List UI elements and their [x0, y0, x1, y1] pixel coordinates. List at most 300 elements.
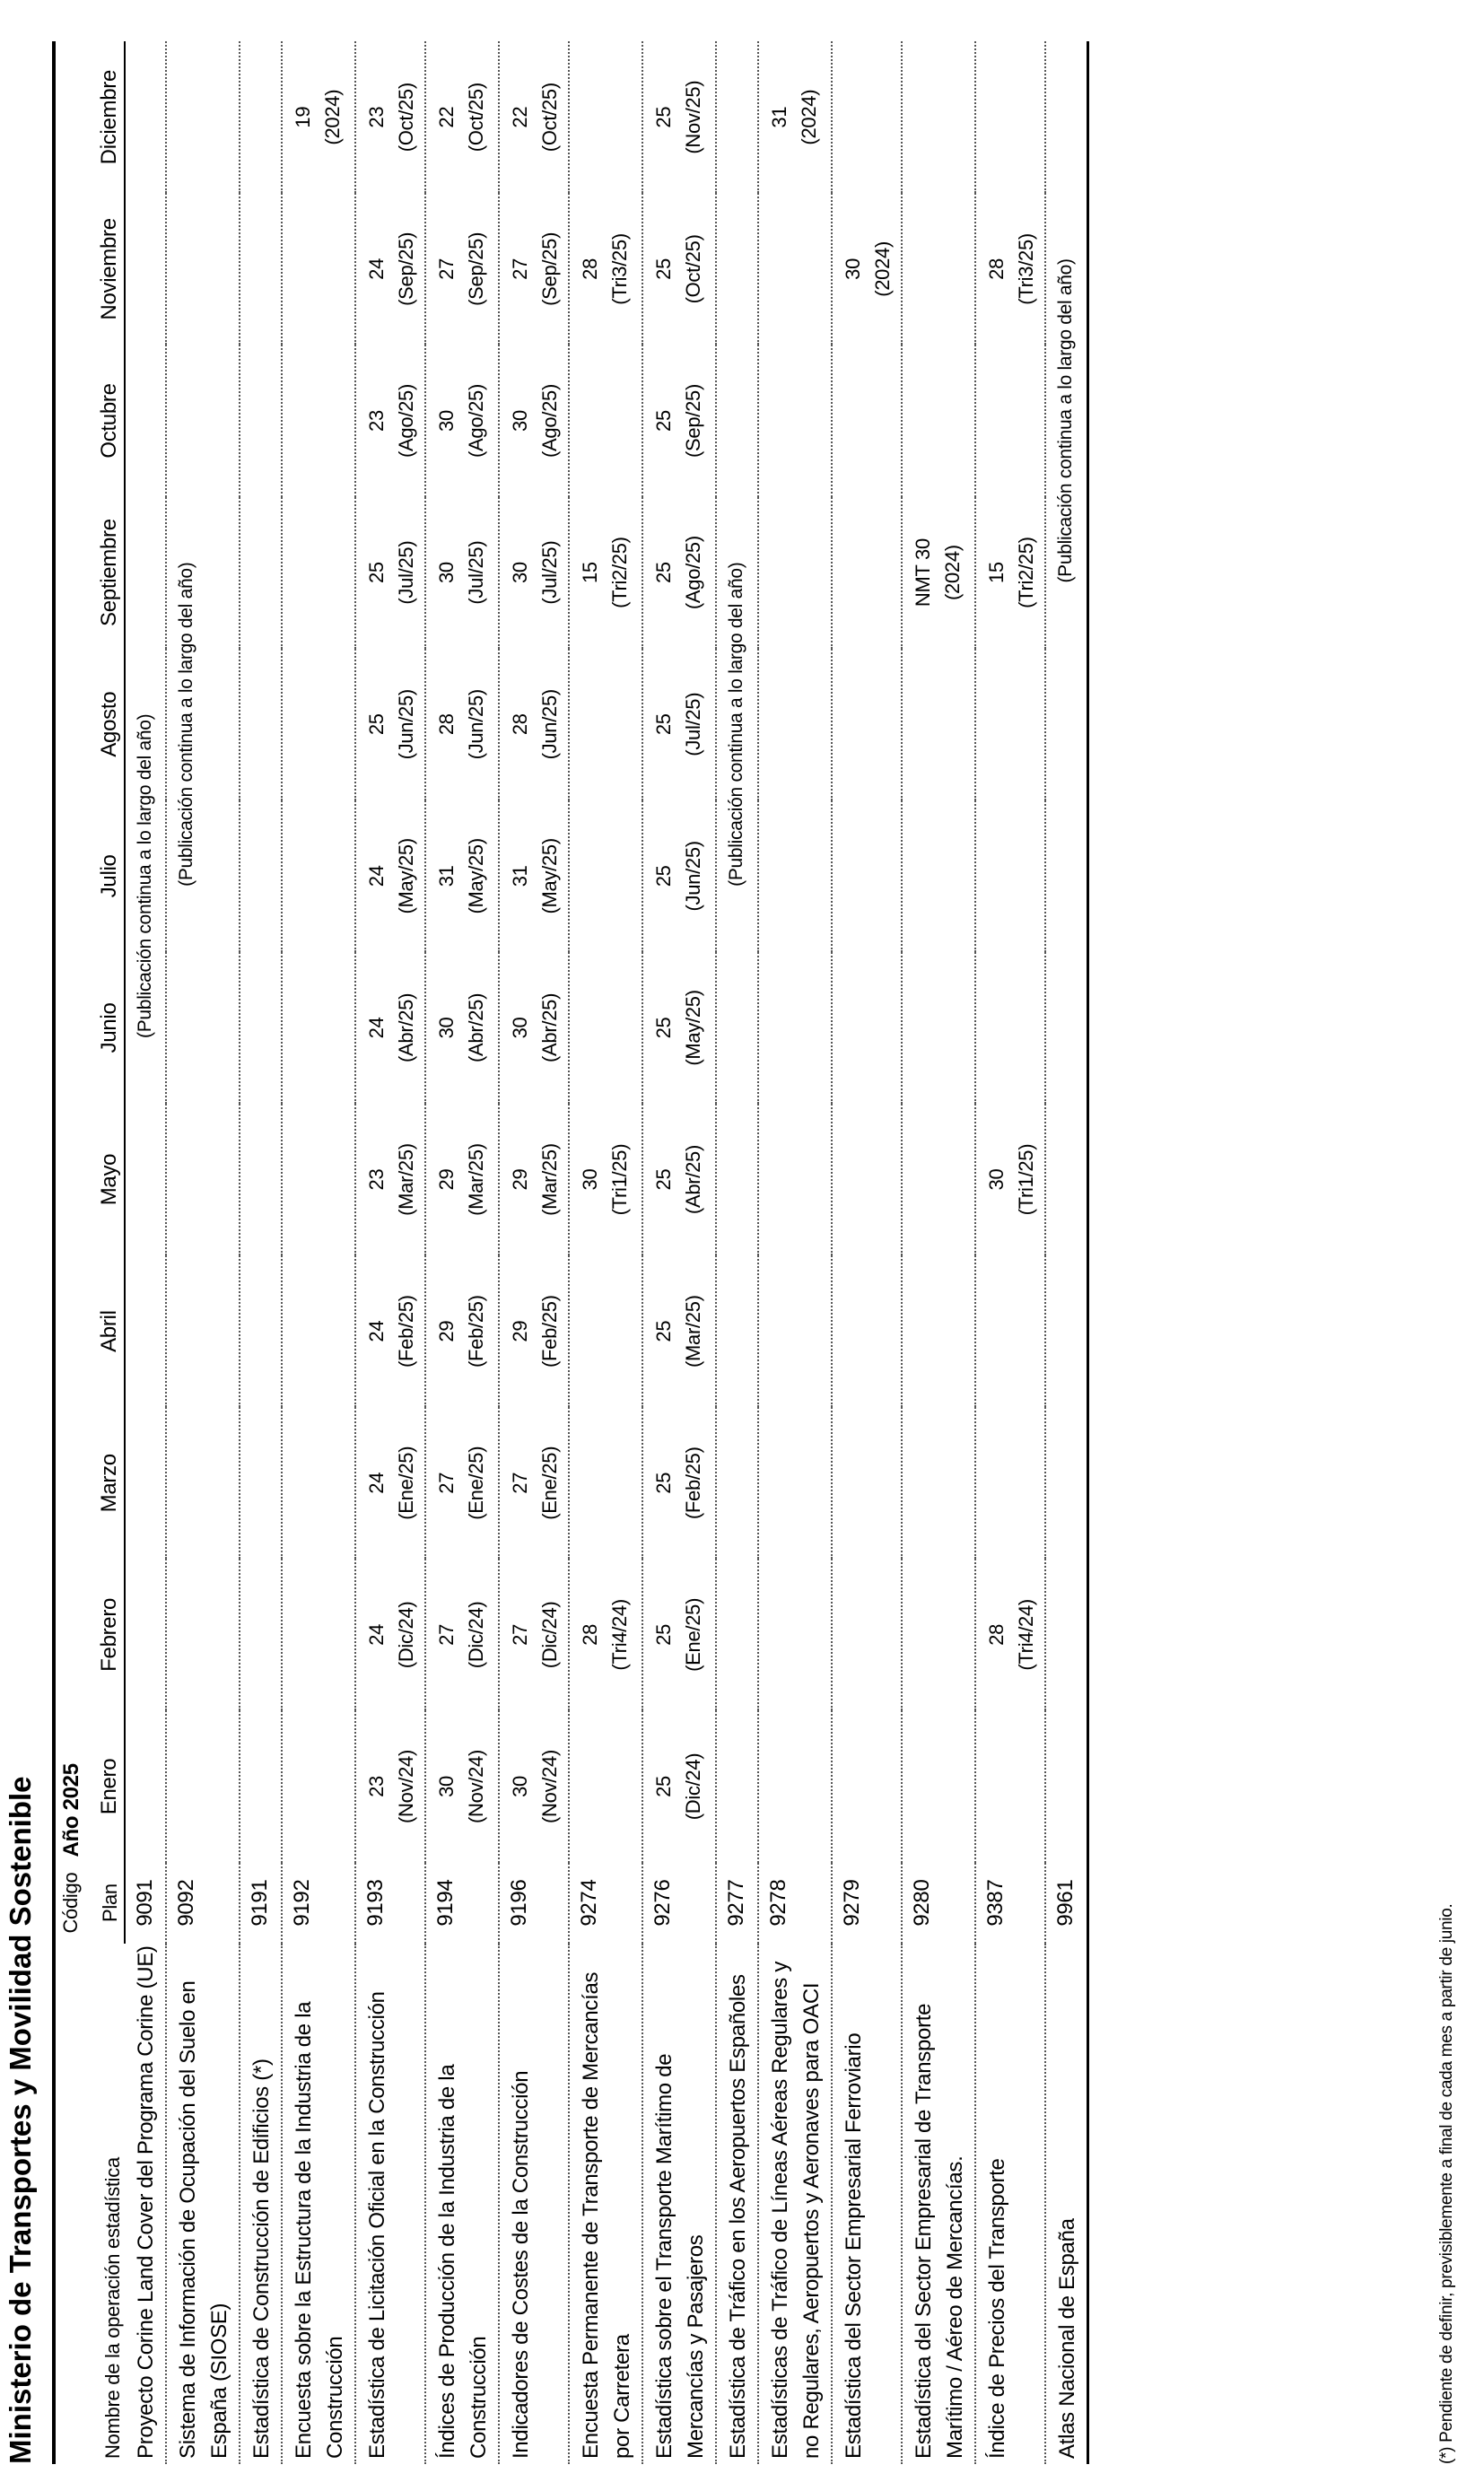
month-cell: [1045, 800, 1088, 952]
month-cell: [975, 1710, 1045, 1862]
operation-name: Encuesta Permanente de Transporte de Mercancías por Carretera: [569, 1944, 642, 2464]
month-cell: [499, 1407, 569, 1559]
table-row: [758, 41, 832, 2464]
table-row: [282, 41, 355, 2464]
month-cell: [166, 1255, 240, 1407]
month-cell: [832, 1407, 902, 1559]
month-cell: [166, 1559, 240, 1710]
reference-period: (May/25): [682, 990, 704, 1066]
month-cell: [125, 1559, 166, 1710]
reference-period: (Jul/25): [538, 540, 561, 605]
month-cell: [282, 497, 355, 649]
publication-day: 31: [509, 865, 531, 887]
month-cell: [569, 1407, 642, 1559]
reference-period: (Sep/25): [538, 232, 561, 306]
reference-period: (Jun/25): [538, 689, 561, 760]
month-cell: [425, 193, 499, 345]
reference-period: (Feb/25): [682, 1447, 704, 1520]
month-cell: [832, 345, 902, 496]
publication-day: 27: [435, 1623, 458, 1646]
header-month: Noviembre: [90, 193, 125, 345]
reference-period: (Ene/25): [395, 1446, 417, 1520]
reference-period: (Nov/24): [538, 1750, 561, 1823]
publication-day: 30: [509, 1776, 531, 1797]
month-cell: [125, 1255, 166, 1407]
month-cell: [569, 1559, 642, 1710]
publication-day: 22: [509, 106, 531, 128]
reference-period: (Tri4/24): [608, 1599, 631, 1671]
table-row: [125, 41, 166, 2464]
month-cell: [425, 1559, 499, 1710]
reference-period: (Feb/25): [465, 1295, 487, 1368]
month-cell: [758, 497, 832, 649]
header-month: Febrero: [90, 1559, 125, 1710]
reference-period: (Tri2/25): [1015, 537, 1037, 608]
reference-period: (Oct/25): [395, 83, 417, 153]
month-cell: [902, 345, 975, 496]
month-cell: [282, 41, 355, 193]
month-cell: [975, 1559, 1045, 1710]
reference-period: (Mar/25): [682, 1295, 704, 1368]
publication-day: 24: [365, 1017, 388, 1039]
reference-period: (Jul/25): [465, 540, 487, 605]
month-cell: [499, 193, 569, 345]
month-cell: [499, 1255, 569, 1407]
month-cell: [355, 41, 425, 193]
month-cell: [716, 1559, 758, 1710]
month-cell: [499, 497, 569, 649]
month-cell: [975, 800, 1045, 952]
reference-period: (2024): [798, 89, 820, 145]
month-cell: [355, 345, 425, 496]
month-cell: [1045, 1407, 1088, 1559]
reference-period: (May/25): [538, 838, 561, 914]
table-row: [832, 41, 902, 2464]
month-cell: [569, 193, 642, 345]
publication-day: 15: [579, 562, 601, 584]
publication-day: 24: [365, 258, 388, 280]
month-cell: [240, 649, 282, 800]
publication-day: 25: [652, 258, 675, 280]
operation-name: Estadística del Sector Empresarial de Transporte Marítimo / Aéreo de Mercancías.: [902, 1944, 975, 2464]
publication-day: 24: [365, 1320, 388, 1342]
month-cell: [758, 1710, 832, 1862]
operation-name: Estadística de Construcción de Edificios (*): [240, 1944, 282, 2464]
publication-day: 28: [985, 1623, 1008, 1646]
month-cell: [355, 1104, 425, 1255]
publication-day: 30: [435, 562, 458, 584]
reference-period: (Jun/25): [395, 689, 417, 760]
month-cell: [240, 1255, 282, 1407]
reference-period: (Ene/25): [538, 1446, 561, 1520]
month-cell: [166, 193, 240, 345]
publication-day: 29: [435, 1320, 458, 1342]
month-cell: [425, 1104, 499, 1255]
month-cell: [282, 800, 355, 952]
operation-code: 9193: [355, 1863, 425, 1944]
month-cell: [166, 1407, 240, 1559]
operation-code: 9279: [832, 1863, 902, 1944]
reference-period: (Abr/25): [465, 992, 487, 1062]
month-cell: [355, 1255, 425, 1407]
month-cell: [355, 649, 425, 800]
operation-name: Atlas Nacional de España: [1045, 1944, 1088, 2464]
month-cell: [125, 41, 166, 193]
page-title: Ministerio de Transportes y Movilidad Sostenible: [4, 1776, 37, 2464]
month-cell: [975, 193, 1045, 345]
operation-code: 9196: [499, 1863, 569, 1944]
month-cell: [240, 952, 282, 1104]
month-cell: [716, 1710, 758, 1862]
publication-day: 27: [509, 258, 531, 280]
month-cell: [902, 1710, 975, 1862]
publication-day: 27: [435, 1472, 458, 1494]
month-cell: [975, 497, 1045, 649]
operation-code: 9274: [569, 1863, 642, 1944]
table-row: [1045, 41, 1088, 2464]
month-cell: [282, 1407, 355, 1559]
operation-code: 9191: [240, 1863, 282, 1944]
operation-name: Estadística del Sector Empresarial Ferroviario: [832, 1944, 902, 2464]
month-cell: [166, 1104, 240, 1255]
month-cell: [975, 41, 1045, 193]
reference-period: (Ago/25): [682, 536, 704, 610]
publication-day: 27: [435, 258, 458, 280]
month-cell: [355, 1407, 425, 1559]
reference-period: (Ago/25): [465, 384, 487, 458]
month-cell: [832, 193, 902, 345]
month-cell: [282, 649, 355, 800]
schedule-table: [52, 41, 1089, 2464]
month-cell: [499, 800, 569, 952]
month-cell: [1045, 952, 1088, 1104]
operation-name: Índices de Producción de la Industria de la Construcción: [425, 1944, 499, 2464]
publication-day: 22: [435, 106, 458, 128]
month-cell: [642, 1255, 716, 1407]
header-code-line2: Plan: [90, 1863, 125, 1944]
month-cell: [642, 800, 716, 952]
header-month: Abril: [90, 1255, 125, 1407]
month-cell: [355, 1559, 425, 1710]
publication-day: 24: [365, 1623, 388, 1646]
publication-day: 25: [652, 1320, 675, 1342]
month-cell: [282, 345, 355, 496]
month-cell: [125, 193, 166, 345]
month-cell: [425, 1255, 499, 1407]
reference-period: (Sep/25): [395, 232, 417, 306]
reference-period: (Nov/24): [395, 1750, 417, 1823]
table-row: [902, 41, 975, 2464]
month-cell: [832, 800, 902, 952]
month-cell: [355, 952, 425, 1104]
month-cell: [902, 1255, 975, 1407]
publication-day: 28: [579, 258, 601, 280]
month-cell: [355, 1710, 425, 1862]
publication-day: 25: [652, 106, 675, 128]
reference-period: (Dic/24): [395, 1601, 417, 1669]
month-cell: [716, 193, 758, 345]
operation-name: Proyecto Corine Land Cover del Programa Corine (UE): [134, 1945, 158, 2459]
publication-day: 30: [509, 562, 531, 584]
publication-day: 28: [985, 258, 1008, 280]
month-cell: [902, 952, 975, 1104]
reference-period: (Mar/25): [465, 1143, 487, 1216]
continuous-publication-note: (Publicación continua a lo largo del año): [716, 345, 758, 1104]
month-cell: [642, 649, 716, 800]
month-cell: [642, 1710, 716, 1862]
month-cell: [425, 497, 499, 649]
reference-period: (Nov/24): [465, 1750, 487, 1823]
month-cell: [975, 952, 1045, 1104]
reference-period: (May/25): [395, 838, 417, 914]
month-cell: [902, 193, 975, 345]
operation-name: Estadística sobre el Transporte Marítimo de Mercancías y Pasajeros: [642, 1944, 716, 2464]
month-cell: [125, 1407, 166, 1559]
table-row: [975, 41, 1045, 2464]
publication-day: 29: [509, 1168, 531, 1191]
operation-code: 9387: [975, 1863, 1045, 1944]
reference-period: (Abr/25): [395, 992, 417, 1062]
month-cell: [902, 497, 975, 649]
month-cell: [569, 800, 642, 952]
month-cell: [1045, 1559, 1088, 1710]
month-cell: [166, 41, 240, 193]
operation-code: 9277: [716, 1863, 758, 1944]
reference-period: (Jul/25): [682, 692, 704, 756]
month-cell: [642, 41, 716, 193]
reference-period: (Feb/25): [538, 1295, 561, 1368]
header-month: Septiembre: [90, 497, 125, 649]
publication-day: 15: [985, 562, 1008, 584]
reference-period: (Dic/24): [538, 1601, 561, 1669]
header-month: Enero: [90, 1710, 125, 1862]
month-cell: [758, 649, 832, 800]
month-cell: [569, 952, 642, 1104]
month-cell: [425, 345, 499, 496]
publication-day: 28: [509, 713, 531, 736]
publication-day: 25: [365, 562, 388, 584]
month-cell: [716, 1255, 758, 1407]
month-cell: [166, 1710, 240, 1862]
publication-day: 23: [365, 106, 388, 128]
month-cell: [569, 649, 642, 800]
publication-day: 25: [652, 562, 675, 584]
header-month: Marzo: [90, 1407, 125, 1559]
publication-day: 23: [365, 1776, 388, 1797]
month-cell: [642, 497, 716, 649]
publication-day: 19: [292, 106, 314, 128]
month-cell: [240, 1559, 282, 1710]
header-month: Octubre: [90, 345, 125, 496]
month-cell: [282, 1710, 355, 1862]
month-cell: [569, 1104, 642, 1255]
publication-day: 30: [842, 258, 864, 280]
month-cell: [569, 497, 642, 649]
month-cell: [902, 1407, 975, 1559]
reference-period: (May/25): [465, 838, 487, 914]
operation-code: 9278: [758, 1863, 832, 1944]
reference-period: (Ene/25): [465, 1446, 487, 1520]
reference-period: (Jun/25): [682, 841, 704, 912]
operation-code: 9961: [1045, 1863, 1088, 1944]
reference-period: (2024): [941, 545, 964, 600]
month-cell: [240, 1710, 282, 1862]
footnote: (*) Pendiente de definir, previsiblemente a final de cada mes a partir de junio.: [1437, 1903, 1456, 2464]
publication-day: 24: [365, 865, 388, 887]
operation-name: Encuesta sobre la Estructura de la Industria de la Construcción: [282, 1944, 355, 2464]
operation-name: Estadísticas de Tráfico de Líneas Aéreas Regulares y no Regulares, Aeropuertos y Aeronaves para OACI: [758, 1944, 832, 2464]
month-cell: [832, 1559, 902, 1710]
reference-period: (Jun/25): [465, 689, 487, 760]
operation-code: 9192: [282, 1863, 355, 1944]
publication-day: 28: [435, 713, 458, 736]
publication-day: 25: [652, 1776, 675, 1797]
month-cell: [282, 1255, 355, 1407]
publication-day: 25: [652, 865, 675, 887]
reference-period: (Tri2/25): [608, 537, 631, 608]
month-cell: [425, 1710, 499, 1862]
month-cell: [975, 1407, 1045, 1559]
table-row: [425, 41, 499, 2464]
month-cell: [642, 1407, 716, 1559]
operation-name: Sistema de Información de Ocupación del Suelo en España (SIOSE): [166, 1944, 240, 2464]
month-cell: [1045, 1255, 1088, 1407]
header-month: Julio: [90, 800, 125, 952]
month-cell: [240, 193, 282, 345]
publication-day: 30: [985, 1168, 1008, 1191]
reference-period: (Tri4/24): [1015, 1599, 1037, 1671]
reference-period: (Dic/24): [465, 1601, 487, 1669]
operation-code: 9092: [166, 1863, 240, 1944]
month-cell: [758, 1559, 832, 1710]
reference-period: (Sep/25): [465, 232, 487, 306]
month-cell: [832, 1710, 902, 1862]
month-cell: [569, 345, 642, 496]
publication-day: 25: [652, 713, 675, 736]
reference-period: (Ago/25): [538, 384, 561, 458]
month-cell: [282, 1559, 355, 1710]
month-cell: [642, 1104, 716, 1255]
month-cell: [975, 1255, 1045, 1407]
publication-day: 30: [579, 1168, 601, 1191]
table-row: [716, 41, 758, 2464]
month-cell: [832, 41, 902, 193]
publication-day: 25: [652, 1168, 675, 1191]
publication-day: 25: [652, 1017, 675, 1039]
month-cell: [975, 345, 1045, 496]
month-cell: [499, 345, 569, 496]
month-cell: [282, 1104, 355, 1255]
reference-period: (Jul/25): [395, 540, 417, 605]
header-month: Mayo: [90, 1104, 125, 1255]
operation-name: Estadística de Licitación Oficial en la Construcción: [355, 1944, 425, 2464]
month-cell: [758, 345, 832, 496]
month-cell: [499, 1559, 569, 1710]
operation-code: 9280: [902, 1863, 975, 1944]
table-row: [166, 41, 240, 2464]
publication-day: 28: [579, 1623, 601, 1646]
publication-day: 24: [365, 1472, 388, 1494]
month-cell: [240, 800, 282, 952]
month-cell: [499, 649, 569, 800]
month-cell: [1045, 1710, 1088, 1862]
publication-day: 30: [435, 1776, 458, 1797]
month-cell: [758, 800, 832, 952]
publication-day: 30: [435, 1017, 458, 1039]
month-cell: [642, 1559, 716, 1710]
month-cell: [569, 1710, 642, 1862]
reference-period: (Mar/25): [395, 1143, 417, 1216]
reference-period: (Abr/25): [538, 992, 561, 1062]
month-cell: [758, 1407, 832, 1559]
month-cell: [716, 1407, 758, 1559]
header-year: Año 2025: [54, 41, 90, 1863]
publication-day: NMT 30: [912, 538, 934, 607]
reference-period: (Sep/25): [682, 384, 704, 458]
reference-period: (Tri1/25): [608, 1143, 631, 1216]
publication-day: 31: [768, 106, 790, 128]
month-cell: [355, 800, 425, 952]
reference-period: (Nov/25): [682, 80, 704, 154]
operation-code: 9091: [133, 1879, 157, 1927]
month-cell: [355, 497, 425, 649]
publication-day: 25: [652, 410, 675, 432]
reference-period: (Tri3/25): [608, 233, 631, 305]
month-cell: [902, 649, 975, 800]
header-month: Agosto: [90, 649, 125, 800]
reference-period: (Oct/25): [538, 83, 561, 153]
header-code-line1: Código: [54, 1863, 90, 1944]
month-cell: [832, 952, 902, 1104]
operation-name: Indicadores de Costes de la Construcción: [499, 1944, 569, 2464]
month-cell: [499, 41, 569, 193]
month-cell: [716, 1104, 758, 1255]
month-cell: [240, 1407, 282, 1559]
month-cell: [499, 1710, 569, 1862]
reference-period: (Abr/25): [682, 1145, 704, 1215]
table-row: [642, 41, 716, 2464]
month-cell: [499, 1104, 569, 1255]
month-cell: [240, 41, 282, 193]
reference-period: (Ene/25): [682, 1597, 704, 1672]
month-cell: [425, 1407, 499, 1559]
table-body: [125, 41, 1088, 2464]
publication-day: 25: [652, 1472, 675, 1494]
header-operation-name: Nombre de la operación estadística: [54, 1944, 125, 2464]
month-cell: [282, 193, 355, 345]
operation-name: Estadística de Tráfico en los Aeropuertos Españoles: [716, 1944, 758, 2464]
month-cell: [758, 193, 832, 345]
table-row: [355, 41, 425, 2464]
continuous-publication-note: (Publicación continua a lo largo del año): [166, 345, 240, 1104]
header-month: Junio: [90, 952, 125, 1104]
table-row: [569, 41, 642, 2464]
month-cell: [425, 41, 499, 193]
month-cell: [902, 800, 975, 952]
month-cell: [1045, 1104, 1088, 1255]
operation-code: 9194: [425, 1863, 499, 1944]
month-cell: [642, 193, 716, 345]
month-cell: [758, 1104, 832, 1255]
month-cell: [832, 649, 902, 800]
continuous-publication-note: (Publicación continua a lo largo del año): [135, 713, 155, 1038]
month-cell: [569, 1255, 642, 1407]
publication-day: 23: [365, 1168, 388, 1191]
month-cell: [902, 41, 975, 193]
month-cell: [125, 345, 166, 496]
publication-day: 30: [435, 410, 458, 432]
month-cell: [425, 800, 499, 952]
